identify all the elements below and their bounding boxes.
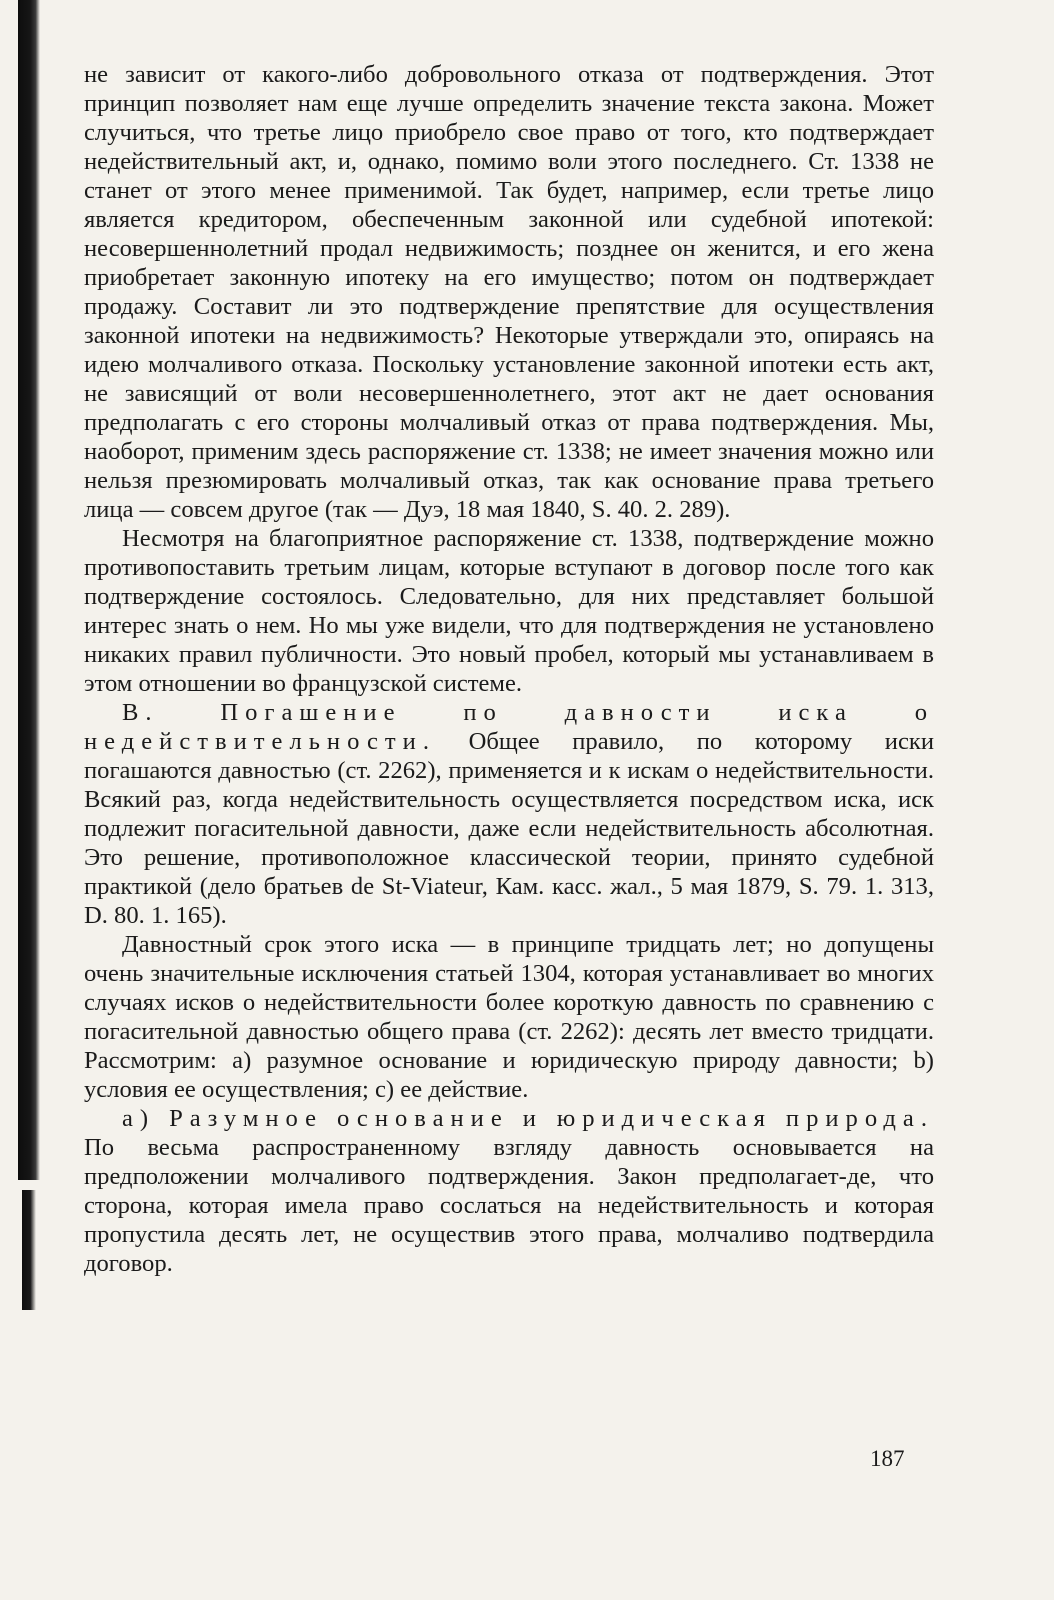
paragraph-4-text: Давностный срок этого иска — в принципе тридцать лет; но допущены очень значительные исключения статьей 1304, которая устанавливает во многих случаях исков о недействительности более короткую давность по сравнению с погасительной давностью общего права (ст. 2262): десять лет вместо тридцати. Рассмотрим: a) разумное основание и юридическую природу давности; b) условия ее осуществления; c) ее действие. — [84, 931, 934, 1103]
scan-binding-shadow-lower — [22, 1190, 36, 1310]
paragraph-2-text: Несмотря на благоприятное распоряжение ст. 1338, подтверждение можно противопоставить третьим лицам, которые вступают в договор после того как подтверждение состоялось. Следовательно, для них представляет большой интерес знать о нем. Но мы уже видели, что для подтверждения не установлено никаких правил публичности. Это новый пробел, который мы устанавливаем в этом отношении во французской системе. — [84, 525, 934, 697]
section-heading-prescription: B. Погашение по давности иска о недействительности. — [84, 699, 934, 755]
page-number: 187 — [870, 1446, 905, 1471]
document-page — [84, 60, 934, 1278]
paragraph-2 — [84, 524, 934, 698]
section-heading-rationale: a) Разумное основание и юридическая природа. — [122, 1105, 934, 1132]
scan-binding-shadow — [18, 0, 40, 1180]
paragraph-4 — [84, 930, 934, 1104]
paragraph-1 — [84, 60, 934, 524]
paragraph-3 — [84, 698, 934, 930]
paragraph-1-text: не зависит от какого-либо добровольного отказа от подтверждения. Этот принцип позволяет нам еще лучше определить значение текста закона. Может случиться, что третье лицо приобрело свое право от того, кто подтверждает недействительный акт, и, однако, помимо воли этого последнего. Ст. 1338 не станет от этого менее применимой. Так будет, например, если третье лицо является кредитором, обеспеченным законной или судебной ипотекой: несовершеннолетний продал недвижимость; позднее он женится, и его жена приобретает законную ипотеку на его имущество; потом он подтверждает продажу. Составит ли это подтверждение препятствие для осуществления законной ипотеки на недвижимость? Некоторые утверждали это, опираясь на идею молчаливого отказа. Поскольку установление законной ипотеки есть акт, не зависящий от воли несовершеннолетнего, этот акт не дает основания предполагать с его стороны молчаливый отказ от права подтверждения. Мы, наоборот, применим здесь распоряжение ст. 1338; не имеет значения можно или нельзя презюмировать молчаливый отказ, так как основание права третьего лица — совсем другое (так — Дуэ, 18 мая 1840, S. 40. 2. 289). — [84, 61, 934, 523]
paragraph-5-text: По весьма распространенному взгляду давность основывается на предположении молчаливого подтверждения. Закон предполагает-де, что сторона, которая имела право сослаться на недействительность и которая пропустила десять лет, не осуществив этого права, молчаливо подтвердила договор. — [84, 1134, 934, 1277]
paragraph-5 — [84, 1104, 934, 1278]
paragraph-3-text: Общее правило, по которому иски погашаются давностью (ст. 2262), применяется и к искам о недействительности. Всякий раз, когда недействительность осуществляется посредством иска, иск подлежит погасительной давности, даже если недействительность абсолютная. Это решение, противоположное классической теории, принято судебной практикой (дело братьев de St-Viateur, Кам. касс. жал., 5 мая 1879, S. 79. 1. 313, D. 80. 1. 165). — [84, 728, 934, 929]
